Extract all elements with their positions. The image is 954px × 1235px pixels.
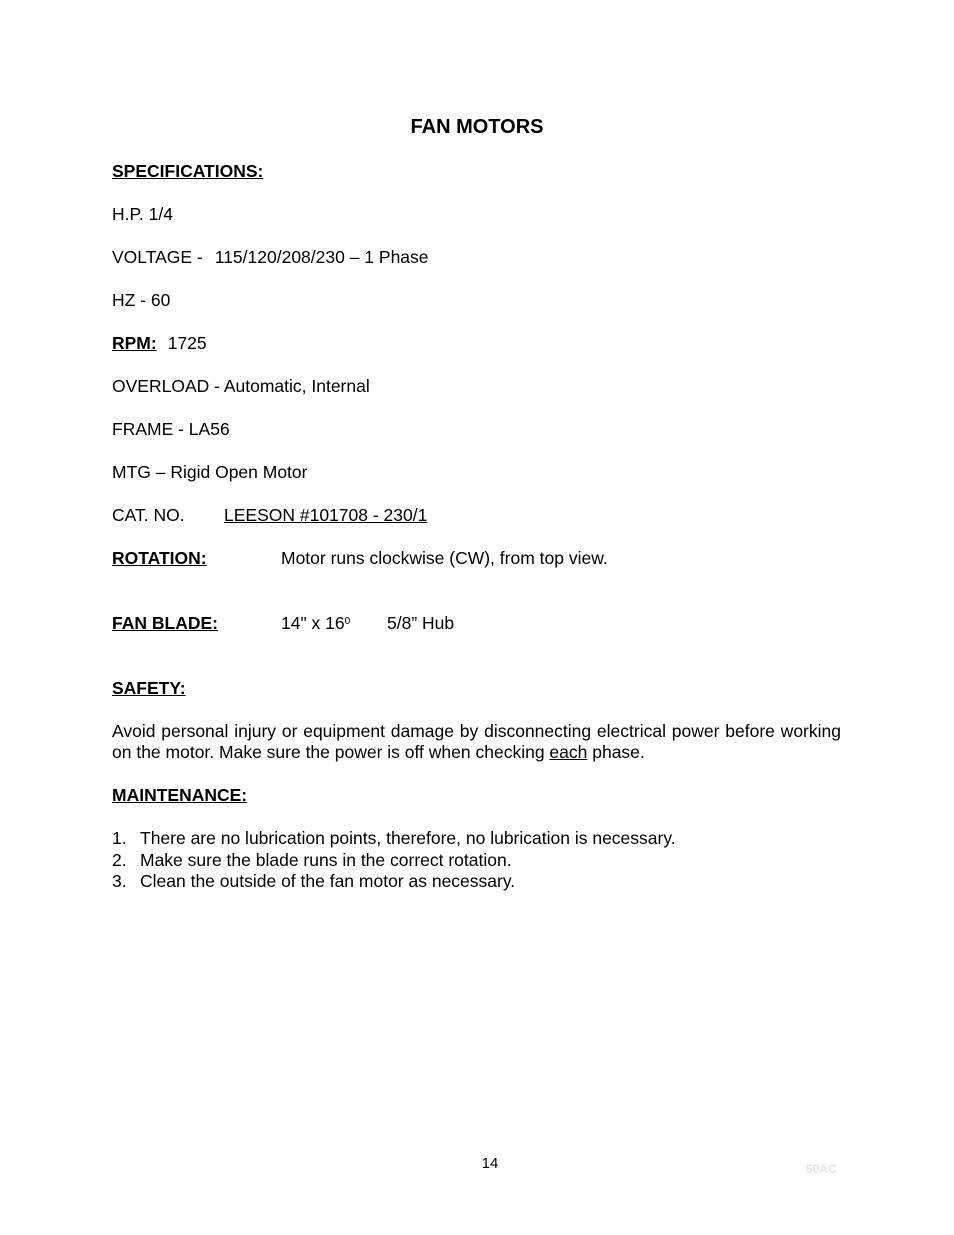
maintenance-heading: MAINTENANCE: [112,785,248,805]
page-number: 14 [481,1155,499,1172]
rpm-label: RPM: [112,333,157,353]
list-item-number: 2. [112,849,127,870]
fan-blade-size-text: 14" x 16 [281,613,345,633]
hp-spec: H.P. 1/4 [112,204,173,224]
rotation-value: Motor runs clockwise (CW), from top view. [281,548,608,568]
list-item [112,828,676,850]
safety-heading: SAFETY: [112,678,186,698]
document-code: 50AC [806,1162,837,1176]
frame-spec: FRAME - LA56 [112,419,230,439]
page-title: FAN MOTORS [410,116,544,138]
specifications-heading: SPECIFICATIONS: [112,161,264,181]
rpm-value: 1725 [167,333,207,353]
fan-blade-label: FAN BLADE: [112,613,218,633]
overload-spec: OVERLOAD - Automatic, Internal [112,376,370,396]
fan-blade-degree: 0 [344,616,351,627]
safety-text-start: Avoid personal injury or equipment damage by disconnecting electrical power before working on the motor. Make sure the power is off when checking [112,721,841,762]
safety-text-emphasis: each [549,742,588,762]
fan-blade-hub: 5/8” Hub [387,613,455,633]
mtg-spec: MTG – Rigid Open Motor [112,462,308,482]
voltage-spec [112,247,429,268]
list-item [112,850,676,872]
safety-text-end: phase. [587,742,645,762]
maintenance-list [112,828,676,893]
list-item-number: 1. [112,828,127,848]
list-item-text: There are no lubrication points, therefore, no lubrication is necessary. [140,828,676,848]
list-item-text: Make sure the blade runs in the correct rotation. [140,849,512,870]
cat-no-label: CAT. NO. [112,505,185,525]
list-item-text: Clean the outside of the fan motor as necessary. [140,871,516,891]
cat-no-value: LEESON #101708 - 230/1 [224,505,428,525]
hz-spec: HZ - 60 [112,290,171,310]
voltage-value: 115/120/208/230 – 1 Phase [214,247,429,267]
voltage-label: VOLTAGE - [112,247,203,267]
fan-blade-size [281,613,350,634]
safety-paragraph [112,721,841,763]
list-item-number: 3. [112,871,127,891]
list-item [112,871,676,893]
rotation-label: ROTATION: [112,548,207,568]
rpm-spec [112,333,207,354]
